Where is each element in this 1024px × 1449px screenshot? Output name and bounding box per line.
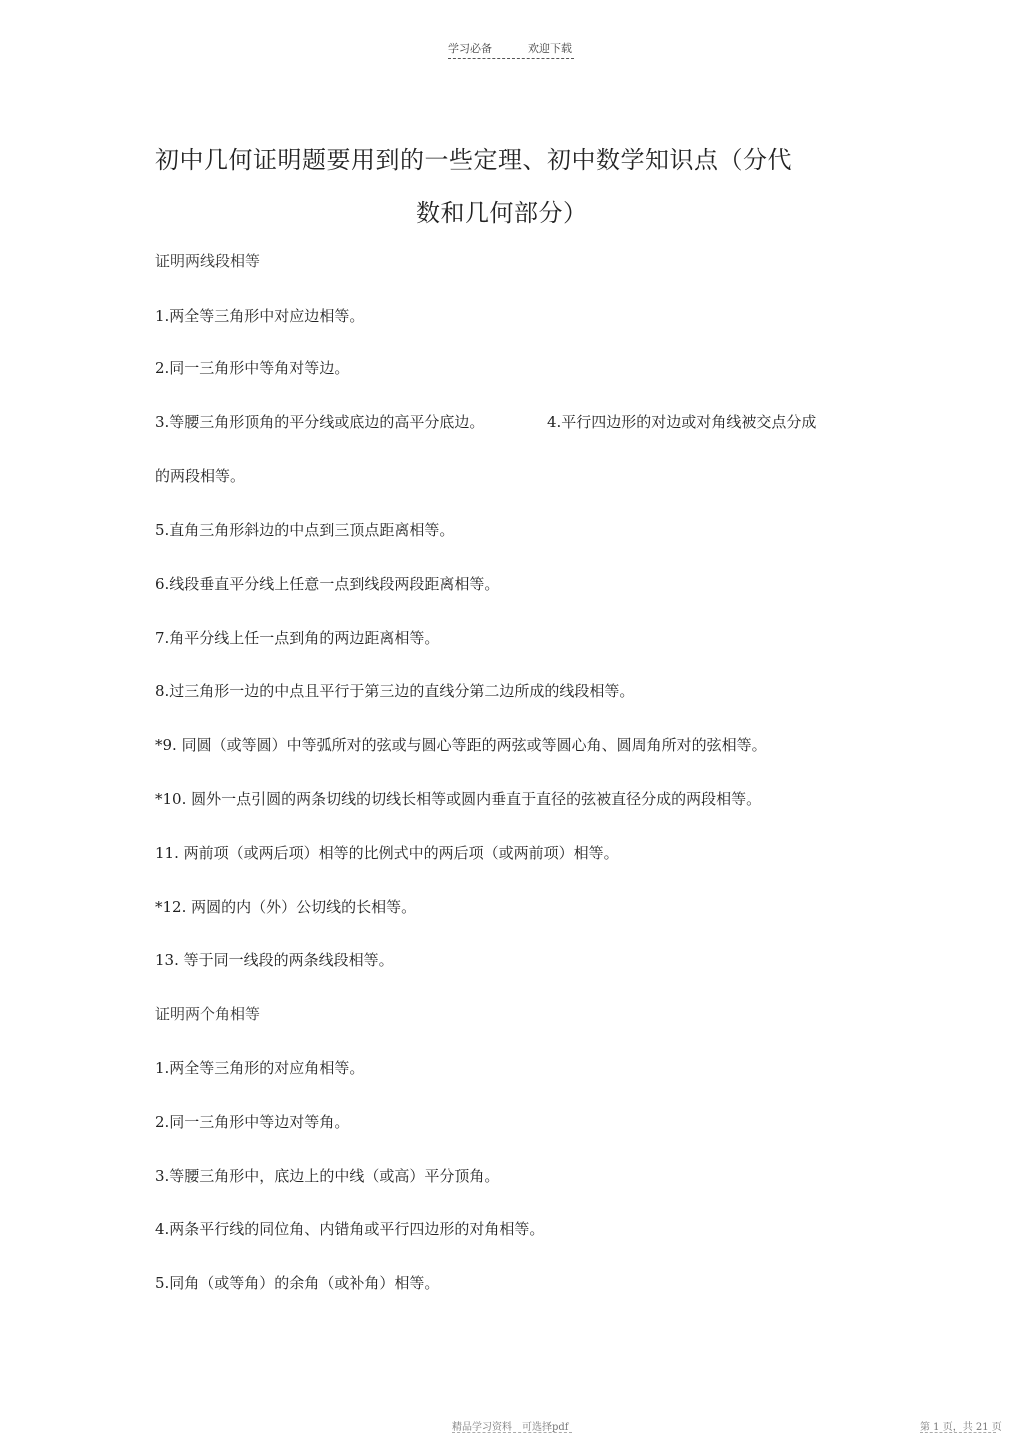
footer-left-divider [452,1432,572,1433]
header-left-text: 学习必备 [448,42,492,55]
header-right-text: 欢迎下载 [528,42,572,55]
list-item: 4.平行四边形的对边或对角线被交点分成 [547,413,817,431]
footer-left-text: 精品学习资料 可选择pdf [452,1422,569,1433]
list-item: *9. 同圆（或等圆）中等弧所对的弦或与圆心等距的两弦或等圆心角、圆周角所对的弦相等。 [155,736,767,754]
list-item: 3.等腰三角形中，底边上的中线（或高）平分顶角。 [155,1167,500,1185]
section-heading-angles: 证明两个角相等 [155,1005,261,1023]
list-item: 8.过三角形一边的中点且平行于第三边的直线分第二边所成的线段相等。 [155,682,635,700]
list-item: 1.两全等三角形的对应角相等。 [155,1059,365,1077]
footer-left [452,1418,569,1433]
page-number-text: 第 1 页，共 21 页 [920,1422,1002,1433]
footer-right-divider [920,1432,996,1433]
list-item: 2.同一三角形中等边对等角。 [155,1113,350,1131]
list-item-continuation: 的两段相等。 [155,467,246,485]
list-item: 1.两全等三角形中对应边相等。 [155,307,365,325]
document-title-line1: 初中几何证明题要用到的一些定理、初中数学知识点（分代 [155,146,792,174]
list-item: 2.同一三角形中等角对等边。 [155,359,350,377]
list-item: 6.线段垂直平分线上任意一点到线段两段距离相等。 [155,575,500,593]
document-title-line2: 数和几何部分） [416,199,588,227]
header-divider [448,58,574,59]
list-item: 4.两条平行线的同位角、内错角或平行四边形的对角相等。 [155,1220,545,1238]
list-item: 5.同角（或等角）的余角（或补角）相等。 [155,1274,440,1292]
list-item: *12. 两圆的内（外）公切线的长相等。 [155,898,417,916]
section-heading-segments: 证明两线段相等 [155,252,261,270]
list-item: 13. 等于同一线段的两条线段相等。 [155,951,394,969]
list-item: *10. 圆外一点引圆的两条切线的切线长相等或圆内垂直于直径的弦被直径分成的两段相等。 [155,790,762,808]
list-item: 7.角平分线上任一点到角的两边距离相等。 [155,629,440,647]
list-item: 5.直角三角形斜边的中点到三顶点距离相等。 [155,521,455,539]
list-item: 11. 两前项（或两后项）相等的比例式中的两后项（或两前项）相等。 [155,844,619,862]
footer-right [920,1418,1002,1433]
list-item: 3.等腰三角形顶角的平分线或底边的高平分底边。 [155,413,485,431]
